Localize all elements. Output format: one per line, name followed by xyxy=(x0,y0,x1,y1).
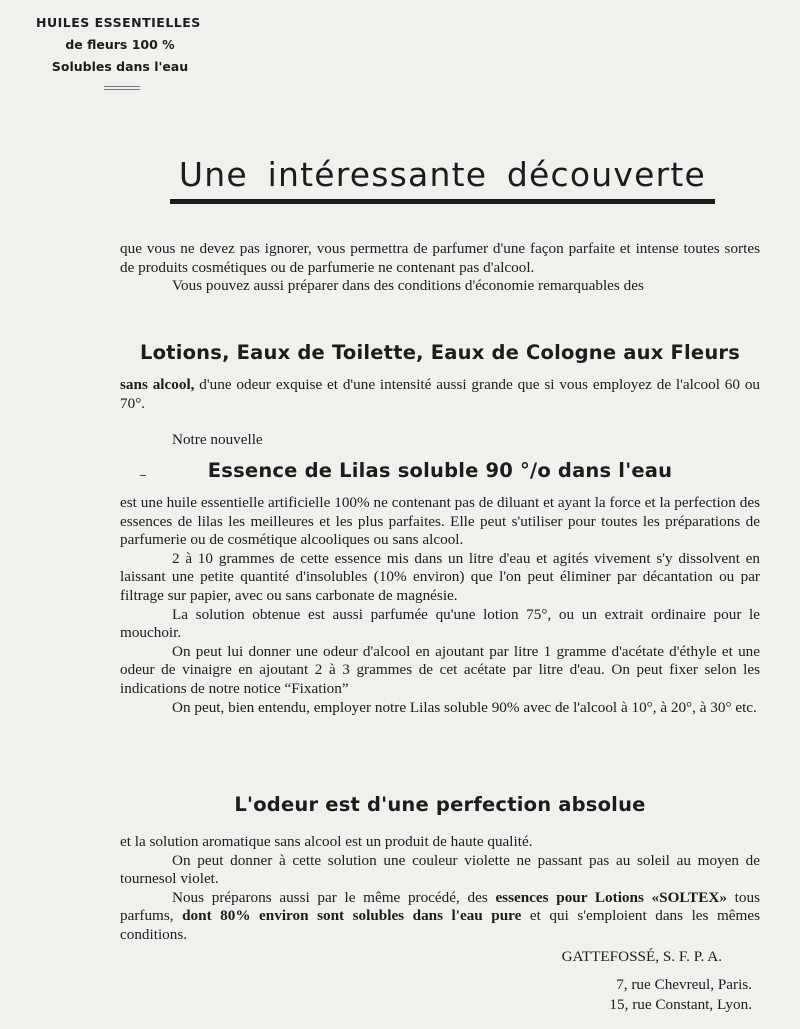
notre-nouvelle: Notre nouvelle xyxy=(172,431,263,449)
sans-alcool-lead: sans alcool, xyxy=(120,376,195,393)
soltex-text-c: tous parfums, xyxy=(120,888,760,925)
heading-lotions: Lotions, Eaux de Toilette, Eaux de Cologne aux Fleurs xyxy=(139,341,741,364)
intro-block xyxy=(120,240,760,296)
page-title: Une intéressante découverte xyxy=(178,155,707,194)
intro-paragraph-2: Vous pouvez aussi préparer dans des conditions d'économie remarquables des xyxy=(172,277,644,295)
header-line-3: Solubles dans l'eau xyxy=(51,59,189,74)
address-paris: 7, rue Chevreul, Paris. xyxy=(616,976,752,993)
section-2-paragraph-5: On peut, bien entendu, employer notre Lilas soluble 90% avec de l'alcool à 10°, à 20°, à 30° etc. xyxy=(172,698,757,716)
soltex-text-a: Nous préparons aussi par le même procédé, des xyxy=(172,888,496,906)
address-block xyxy=(609,975,752,1015)
company-signature: GATTEFOSSÉ, S. F. P. A. xyxy=(561,948,722,965)
header-line-2: de fleurs 100 % xyxy=(65,37,175,52)
section-2-paragraph-3: La solution obtenue est aussi parfumée qu'une lotion 75°, ou un extrait ordinaire pour le mouchoir. xyxy=(120,605,760,642)
heading-odeur: L'odeur est d'une perfection absolue xyxy=(234,793,646,816)
header-line-1: HUILES ESSENTIELLES xyxy=(36,15,201,30)
document-header xyxy=(0,12,240,90)
section-2-paragraph-4: On peut lui donner une odeur d'alcool en ajoutant par litre 1 gramme d'acétate d'éthyle et une odeur de vinaigre en ajoutant 2 à 3 grammes de cet acétate par litre d'eau. On peut fixer selon les indications de notre notice “Fixation” xyxy=(120,642,760,697)
soltex-text-e: et qui s'emploient dans les mêmes conditions. xyxy=(120,907,760,943)
section-1-block xyxy=(120,376,760,450)
section-1-text: d'une odeur exquise et d'une intensité aussi grande que si vous employez de l'alcool 60 ou 70°. xyxy=(120,376,761,412)
section-1-paragraph xyxy=(120,376,760,413)
soltex-bold-d: dont 80% environ sont solubles dans l'eau pure xyxy=(182,907,522,925)
section-2-paragraph-2: 2 à 10 grammes de cette essence mis dans un litre d'eau et agités vivement s'y dissolvent en laissant une petite quantité d'insolubles (10% environ) que l'on peut éliminer par décantation ou par filtrage sur papier, avec ou sans carbonate de magnésie. xyxy=(120,549,760,604)
address-lyon: 15, rue Constant, Lyon. xyxy=(609,996,752,1013)
header-double-rule xyxy=(104,86,140,90)
soltex-bold-b: essences pour Lotions «SOLTEX» xyxy=(495,888,727,906)
section-2-block xyxy=(120,494,760,717)
section-3-paragraph-1: et la solution aromatique sans alcool est un produit de haute qualité. xyxy=(120,833,533,850)
intro-paragraph-1: que vous ne devez pas ignorer, vous permettra de parfumer d'une façon parfaite et intense toutes sortes de produits cosmétiques ou de parfumerie ne contenant pas d'alcool. xyxy=(120,240,760,276)
section-3-paragraph-2: On peut donner à cette solution une couleur violette ne passant pas au soleil au moyen de tournesol violet. xyxy=(120,851,760,888)
section-3-block xyxy=(120,833,760,945)
title-underline xyxy=(170,199,715,204)
section-2-paragraph-1: est une huile essentielle artificielle 100% ne contenant pas de diluant et ayant la force et la perfection des essences de lilas les meilleures et les plus parfaites. Elle peut s'utiliser pour toutes les préparations de parfumerie ou de cosmétique alcooliques ou sans alcool. xyxy=(120,494,760,549)
heading-essence-lilas: Essence de Lilas soluble 90 °/o dans l'eau xyxy=(207,459,673,482)
section-3-paragraph-3 xyxy=(120,889,760,945)
